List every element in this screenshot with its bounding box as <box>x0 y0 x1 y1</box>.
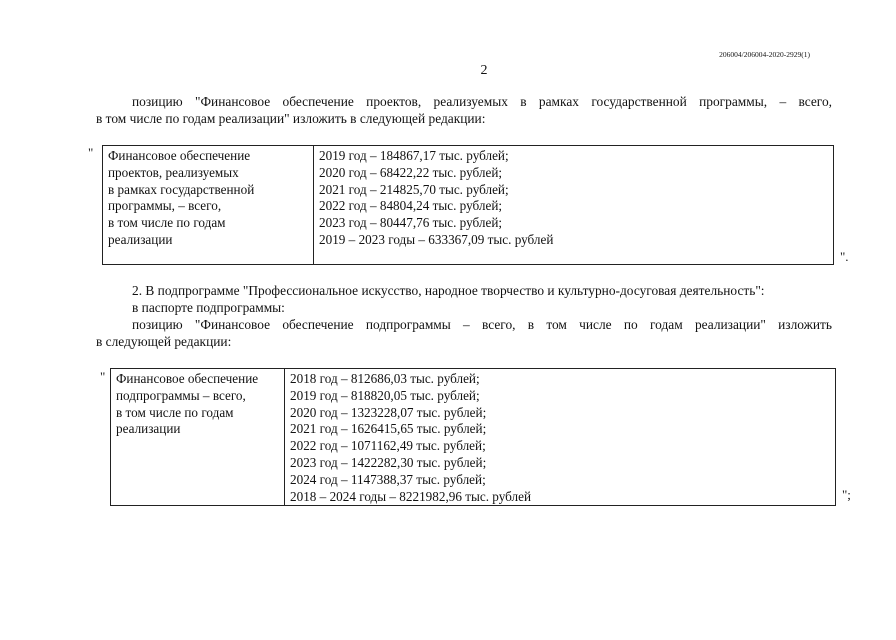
section1-paragraph-line2: в том числе по годам реализации" изложить в следующей редакции: <box>96 111 486 126</box>
value-line: 2022 год – 1071162,49 тыс. рублей; <box>290 438 486 454</box>
value-line: 2023 год – 1422282,30 тыс. рублей; <box>290 454 487 470</box>
value-line: 2018 – 2024 годы – 8221982,96 тыс. рублей <box>290 488 532 504</box>
section2-paragraph-line1: 2. В подпрограмме "Профессиональное искусство, народное творчество и культурно-досуговая деятельность": <box>132 283 765 298</box>
value-line: 2018 год – 812686,03 тыс. рублей; <box>290 371 480 386</box>
label-line: в том числе по годам <box>108 215 226 231</box>
section2-open-quote: " <box>100 369 106 384</box>
section1-finance-table <box>102 145 834 265</box>
section2-paragraph-line2: в паспорте подпрограммы: <box>132 300 285 315</box>
label-line: проектов, реализуемых <box>108 164 239 180</box>
value-line: 2019 – 2023 годы – 633367,09 тыс. рублей <box>319 231 554 247</box>
section1-close-quote: ". <box>840 249 849 264</box>
label-line: Финансовое обеспечение <box>108 148 251 163</box>
page-number: 2 <box>480 63 488 78</box>
value-line: 2019 год – 818820,05 тыс. рублей; <box>290 387 480 403</box>
document-id: 206004/206004-2020-2929(1) <box>719 50 810 59</box>
value-line: 2020 год – 1323228,07 тыс. рублей; <box>290 404 487 420</box>
section2-paragraph-line3: позицию "Финансовое обеспечение подпрограммы – всего, в том числе по годам реализации" изложить <box>132 317 832 332</box>
value-line: 2021 год – 214825,70 тыс. рублей; <box>319 181 509 197</box>
table-row <box>103 146 834 265</box>
section2-values-cell <box>285 369 836 506</box>
section1-label-cell <box>103 146 314 265</box>
label-line: реализации <box>116 421 181 437</box>
table-row <box>111 369 836 506</box>
value-line: 2024 год – 1147388,37 тыс. рублей; <box>290 471 486 487</box>
section1-open-quote: " <box>88 145 94 160</box>
label-line: подпрограммы – всего, <box>116 387 246 403</box>
label-line: в том числе по годам <box>116 404 234 420</box>
section1-values-cell <box>314 146 834 265</box>
value-line: 2022 год – 84804,24 тыс. рублей; <box>319 198 503 214</box>
label-line: в рамках государственной <box>108 181 255 197</box>
section2-label-cell <box>111 369 285 506</box>
label-line: реализации <box>108 231 173 247</box>
label-line: программы, – всего, <box>108 198 222 214</box>
section2-close-quote: "; <box>842 487 851 502</box>
value-line: 2020 год – 68422,22 тыс. рублей; <box>319 164 503 180</box>
value-line: 2021 год – 1626415,65 тыс. рублей; <box>290 421 487 437</box>
section1-paragraph-line1: позицию "Финансовое обеспечение проектов, реализуемых в рамках государственной программы, – всего, <box>132 94 832 109</box>
value-line: 2019 год – 184867,17 тыс. рублей; <box>319 148 509 163</box>
label-line: Финансовое обеспечение <box>116 371 259 386</box>
section2-paragraph-line4: в следующей редакции: <box>96 334 232 349</box>
section2-finance-table <box>110 368 836 506</box>
value-line: 2023 год – 80447,76 тыс. рублей; <box>319 215 503 231</box>
